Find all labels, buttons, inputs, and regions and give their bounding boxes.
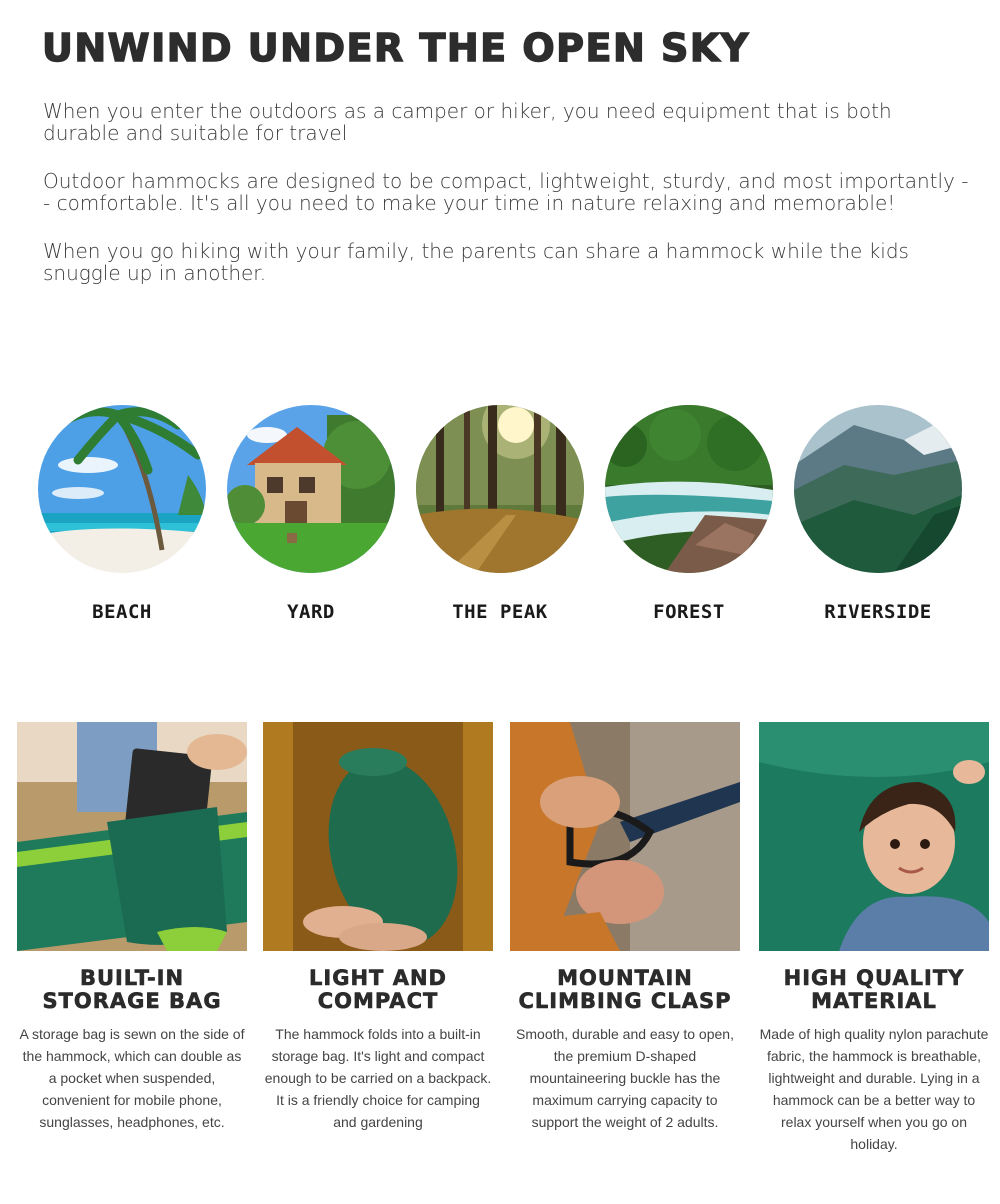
feature-title: LIGHT AND COMPACT <box>309 966 447 1013</box>
yard-image <box>227 405 395 573</box>
forest-image <box>605 405 773 573</box>
feature-title: MOUNTAIN CLIMBING CLASP <box>518 966 732 1013</box>
scene-label: BEACH <box>92 601 152 623</box>
riverside-image <box>794 405 962 573</box>
scene-peak <box>416 405 584 623</box>
feature-title: HIGH QUALITY MATERIAL <box>783 966 965 1013</box>
climbing-clasp-photo <box>510 722 740 951</box>
intro-paragraph: When you enter the outdoors as a camper or hiker, you need equipment that is both durable and suitable for travel <box>43 99 892 145</box>
storage-bag-photo <box>17 722 247 951</box>
intro-paragraph: Outdoor hammocks are designed to be compact, lightweight, sturdy, and most importantly -- comfortable. It's all you need to make your time in nature relaxing and memorable! <box>43 169 969 215</box>
beach-image <box>38 405 206 573</box>
scene-forest <box>605 405 773 623</box>
feature-storage-bag <box>17 722 247 1133</box>
intro-paragraph: When you go hiking with your family, the parents can share a hammock while the kids snuggle up in another. <box>43 239 909 285</box>
light-compact-photo <box>263 722 493 951</box>
page-headline: UNWIND UNDER THE OPEN SKY <box>42 26 750 70</box>
peak-image <box>416 405 584 573</box>
scene-label: FOREST <box>653 601 725 623</box>
feature-light-compact <box>263 722 493 1133</box>
feature-material <box>759 722 989 1155</box>
feature-title: BUILT-IN STORAGE BAG <box>42 966 222 1013</box>
scene-label: YARD <box>287 601 335 623</box>
intro-text <box>43 100 973 310</box>
scene-label: RIVERSIDE <box>824 601 932 623</box>
feature-climbing-clasp <box>510 722 740 1133</box>
scene-label: THE PEAK <box>452 601 548 623</box>
material-photo <box>759 722 989 951</box>
scene-beach <box>38 405 206 623</box>
feature-description: The hammock folds into a built-in storage bag. It's light and compact enough to be carried on a backpack. It is a friendly choice for camping and gardening <box>264 1026 492 1130</box>
feature-description: Made of high quality nylon parachute fabric, the hammock is breathable, lightweight and durable. Lying in a hammock can be a better way to relax yourself when you go on holiday. <box>759 1026 989 1152</box>
scene-yard <box>227 405 395 623</box>
feature-description: Smooth, durable and easy to open, the premium D-shaped mountaineering buckle has the maximum carrying capacity to support the weight of 2 adults. <box>516 1026 734 1130</box>
feature-description: A storage bag is sewn on the side of the hammock, which can double as a pocket when suspended, convenient for mobile phone, sunglasses, headphones, etc. <box>19 1026 245 1130</box>
scene-riverside <box>794 405 962 623</box>
